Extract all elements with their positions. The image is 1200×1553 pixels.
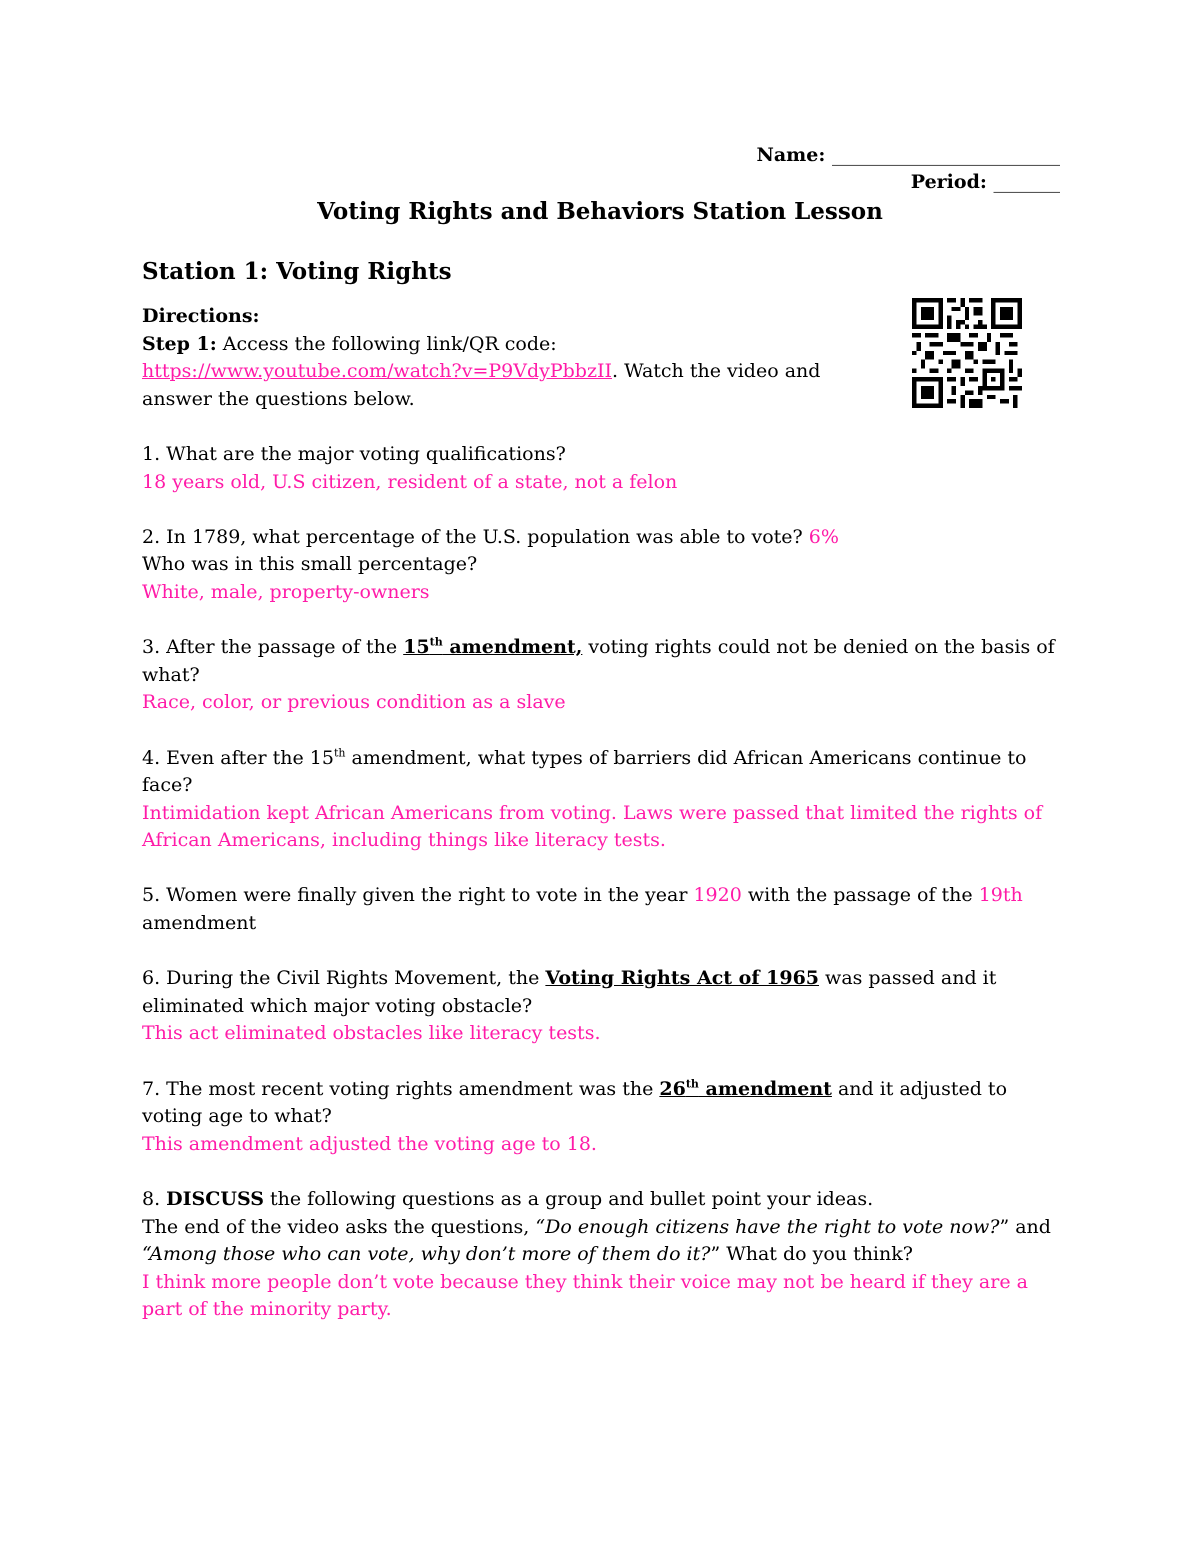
answer-5-year: 1920 [693, 884, 742, 907]
quote-2: “Among those who can vote, why don’t more of them do it? [142, 1243, 711, 1266]
question-7-pre: 7. The most recent voting rights amendment was the [142, 1077, 660, 1100]
station-heading: Station 1: Voting Rights [142, 258, 452, 285]
worksheet-content [142, 303, 1057, 1324]
name-blank[interactable]: ________________________ [832, 144, 1060, 166]
answer-4: Intimidation kept African Americans from voting. Laws were passed that limited the rights of African Americans, including things like literacy tests. [142, 801, 1043, 852]
directions-label: Directions: [142, 305, 260, 327]
question-8-num: 8. [142, 1188, 167, 1210]
question-3-post: voting rights could not be denied on the basis of what? [142, 636, 1055, 686]
question-6-term: Voting Rights Act of 1965 [545, 967, 820, 990]
question-8 [142, 1186, 1057, 1214]
quote-1: “Do enough citizens have the right to vote now? [535, 1215, 1000, 1238]
question-4-post: amendment, what types of barriers did African Americans continue to face? [142, 746, 1027, 797]
ordinal-suffix: th [429, 635, 443, 649]
page-title: Voting Rights and Behaviors Station Lesson [317, 198, 883, 225]
question-2-followup: Who was in this small percentage? [142, 553, 478, 576]
answer-5-amendment: 19th [978, 884, 1023, 907]
question-7 [142, 1076, 1057, 1131]
step-1 [142, 331, 872, 414]
answer-3: Race, color, or previous condition as a slave [142, 691, 566, 714]
period-blank[interactable]: _______ [993, 171, 1060, 193]
question-5-pre: 5. Women were finally given the right to vote in the year [142, 884, 694, 907]
ordinal-suffix: th [685, 1077, 699, 1091]
question-8-line1: the following questions as a group and bullet point your ideas. [263, 1188, 874, 1210]
answer-8: I think more people don’t vote because they think their voice may not be heard if they are a part of the minority party. [142, 1270, 1028, 1321]
answer-2: White, male, property-owners [142, 580, 430, 603]
question-6 [142, 965, 1057, 1020]
step-label: Step 1: [142, 332, 217, 355]
question-3 [142, 634, 1057, 689]
amendment-word: amendment, [442, 636, 583, 659]
discuss-keyword: DISCUSS [166, 1188, 264, 1210]
question-5-post: amendment [142, 912, 257, 935]
question-7-post: and it adjusted to voting age to what? [142, 1077, 1008, 1128]
amendment-number: 26 [659, 1077, 686, 1100]
question-8-quotes [142, 1214, 1057, 1269]
question-3-pre: 3. After the passage of the [142, 636, 404, 659]
ordinal-suffix: th [334, 746, 346, 760]
answer-1: 18 years old, U.S citizen, resident of a state, not a felon [142, 470, 678, 493]
amendment-word: amendment [698, 1077, 832, 1100]
period-label: Period: [910, 171, 987, 193]
name-label: Name: [756, 144, 826, 166]
question-2 [142, 524, 1057, 552]
answer-6: This act eliminated obstacles like literacy tests. [142, 1022, 601, 1045]
question-5-mid: with the passage of the [741, 884, 979, 907]
amendment-number: 15 [403, 636, 430, 659]
name-line [756, 144, 1060, 166]
video-link[interactable]: https://www.youtube.com/watch?v=P9VdyPbbzII [142, 360, 612, 383]
step-text: Access the following link/QR code: [216, 332, 557, 355]
question-6-pre: 6. During the Civil Rights Movement, the [142, 967, 546, 990]
question-5 [142, 882, 1057, 937]
question-8-post: ” What do you think? [710, 1243, 913, 1266]
question-8-pre: The end of the video asks the questions, [142, 1215, 536, 1238]
question-1: 1. What are the major voting qualifications? [142, 442, 566, 465]
question-3-term [403, 636, 582, 658]
period-line [911, 171, 1060, 193]
answer-7: This amendment adjusted the voting age to 18. [142, 1132, 597, 1155]
question-4-pre: 4. Even after the 15 [142, 746, 334, 769]
answer-2-inline: 6% [808, 525, 839, 548]
question-2-text: 2. In 1789, what percentage of the U.S. population was able to vote? [142, 525, 809, 548]
question-6-post: was passed and it eliminated which major voting obstacle? [142, 967, 997, 1017]
question-8-mid: ” and [999, 1215, 1051, 1238]
question-4 [142, 745, 1057, 800]
question-7-term [659, 1078, 832, 1100]
step-text-after: . Watch the video and answer the questions below. [142, 360, 821, 410]
